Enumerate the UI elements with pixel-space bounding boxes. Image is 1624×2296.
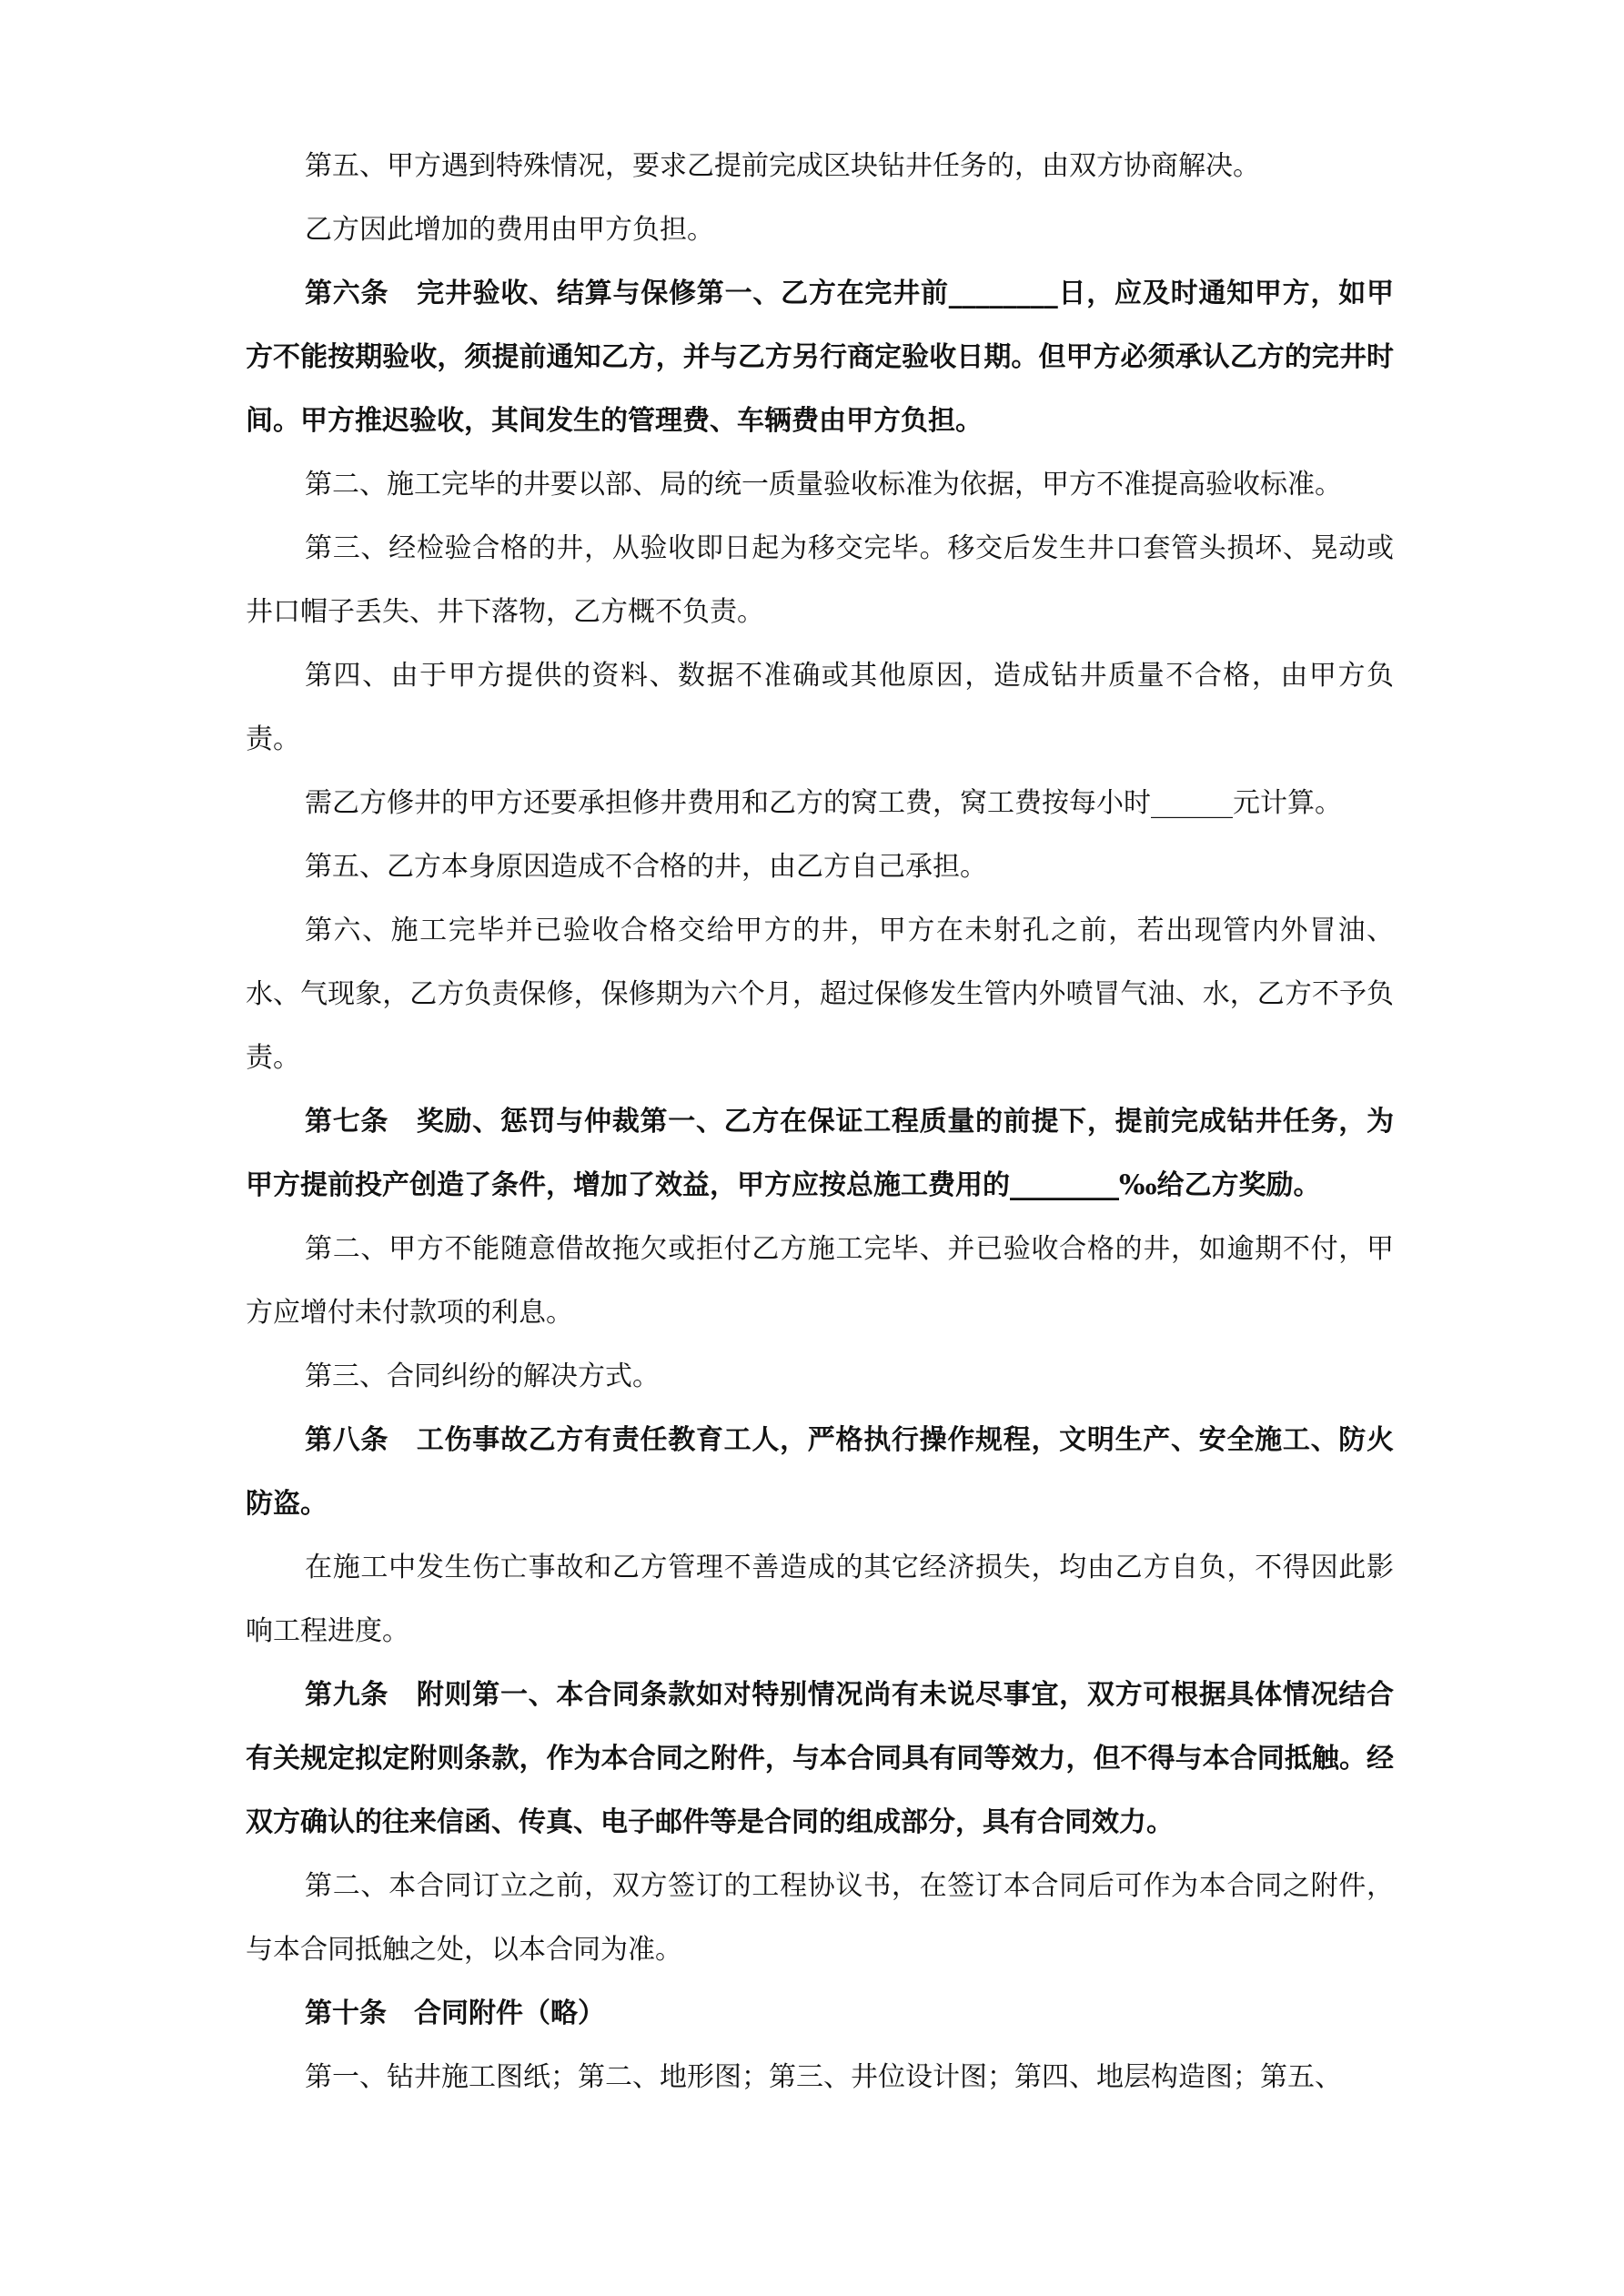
paragraph: 第四、由于甲方提供的资料、数据不准确或其他原因，造成钻井质量不合格，由甲方负责。 <box>246 660 1394 755</box>
paragraph: 第二、施工完毕的井要以部、局的统一质量验收标准为依据，甲方不准提高验收标准。 <box>305 469 1342 501</box>
paragraph: 需乙方修井的甲方还要承担修井费用和乙方的窝工费，窝工费按每小时______元计算。 <box>305 787 1342 819</box>
paragraph: 在施工中发生伤亡事故和乙方管理不善造成的其它经济损失，均由乙方自负，不得因此影响工程进度。 <box>246 1552 1394 1647</box>
paragraph: 第三、合同纠纷的解决方式。 <box>305 1360 660 1392</box>
article-heading-paragraph: 第八条 工伤事故乙方有责任教育工人，严格执行操作规程，文明生产、安全施工、防火防盗。 <box>246 1424 1394 1520</box>
document-page <box>246 135 1394 2109</box>
paragraph: 第一、钻井施工图纸；第二、地形图；第三、井位设计图；第四、地层构造图；第五、 <box>305 2061 1342 2093</box>
paragraph: 第二、本合同订立之前，双方签订的工程协议书，在签订本合同后可作为本合同之附件，与本合同抵触之处，以本合同为准。 <box>246 1870 1394 1966</box>
article-heading-paragraph: 第六条 完井验收、结算与保修第一、乙方在完井前________日，应及时通知甲方，如甲方不能按期验收，须提前通知乙方，并与乙方另行商定验收日期。但甲方必须承认乙方的完井时间。甲方推迟验收，其间发生的管理费、车辆费由甲方负担。 <box>246 278 1394 437</box>
article-heading-paragraph: 第九条 附则第一、本合同条款如对特别情况尚有未说尽事宜，双方可根据具体情况结合有关规定拟定附则条款，作为本合同之附件，与本合同具有同等效力，但不得与本合同抵触。经双方确认的往来信函、传真、电子邮件等是合同的组成部分，具有合同效力。 <box>246 1679 1394 1838</box>
paragraph: 第五、乙方本身原因造成不合格的井，由乙方自己承担。 <box>305 851 987 883</box>
paragraph: 第二、甲方不能随意借故拖欠或拒付乙方施工完毕、并已验收合格的井，如逾期不付，甲方应增付未付款项的利息。 <box>246 1233 1394 1329</box>
paragraph: 第六、施工完毕并已验收合格交给甲方的井，甲方在未射孔之前，若出现管内外冒油、水、气现象，乙方负责保修，保修期为六个月，超过保修发生管内外喷冒气油、水，乙方不予负责。 <box>246 915 1394 1074</box>
paragraph: 第三、经检验合格的井，从验收即日起为移交完毕。移交后发生井口套管头损坏、晃动或井口帽子丢失、井下落物，乙方概不负责。 <box>246 532 1394 628</box>
article-heading-paragraph: 第十条 合同附件（略） <box>305 1998 605 2029</box>
article-heading-paragraph: 第七条 奖励、惩罚与仲裁第一、乙方在保证工程质量的前提下，提前完成钻井任务，为甲方提前投产创造了条件，增加了效益，甲方应按总施工费用的________‰给乙方奖励。 <box>246 1106 1394 1201</box>
paragraph: 乙方因此增加的费用由甲方负担。 <box>305 214 714 246</box>
paragraph: 第五、甲方遇到特殊情况，要求乙提前完成区块钻井任务的，由双方协商解决。 <box>305 150 1260 182</box>
